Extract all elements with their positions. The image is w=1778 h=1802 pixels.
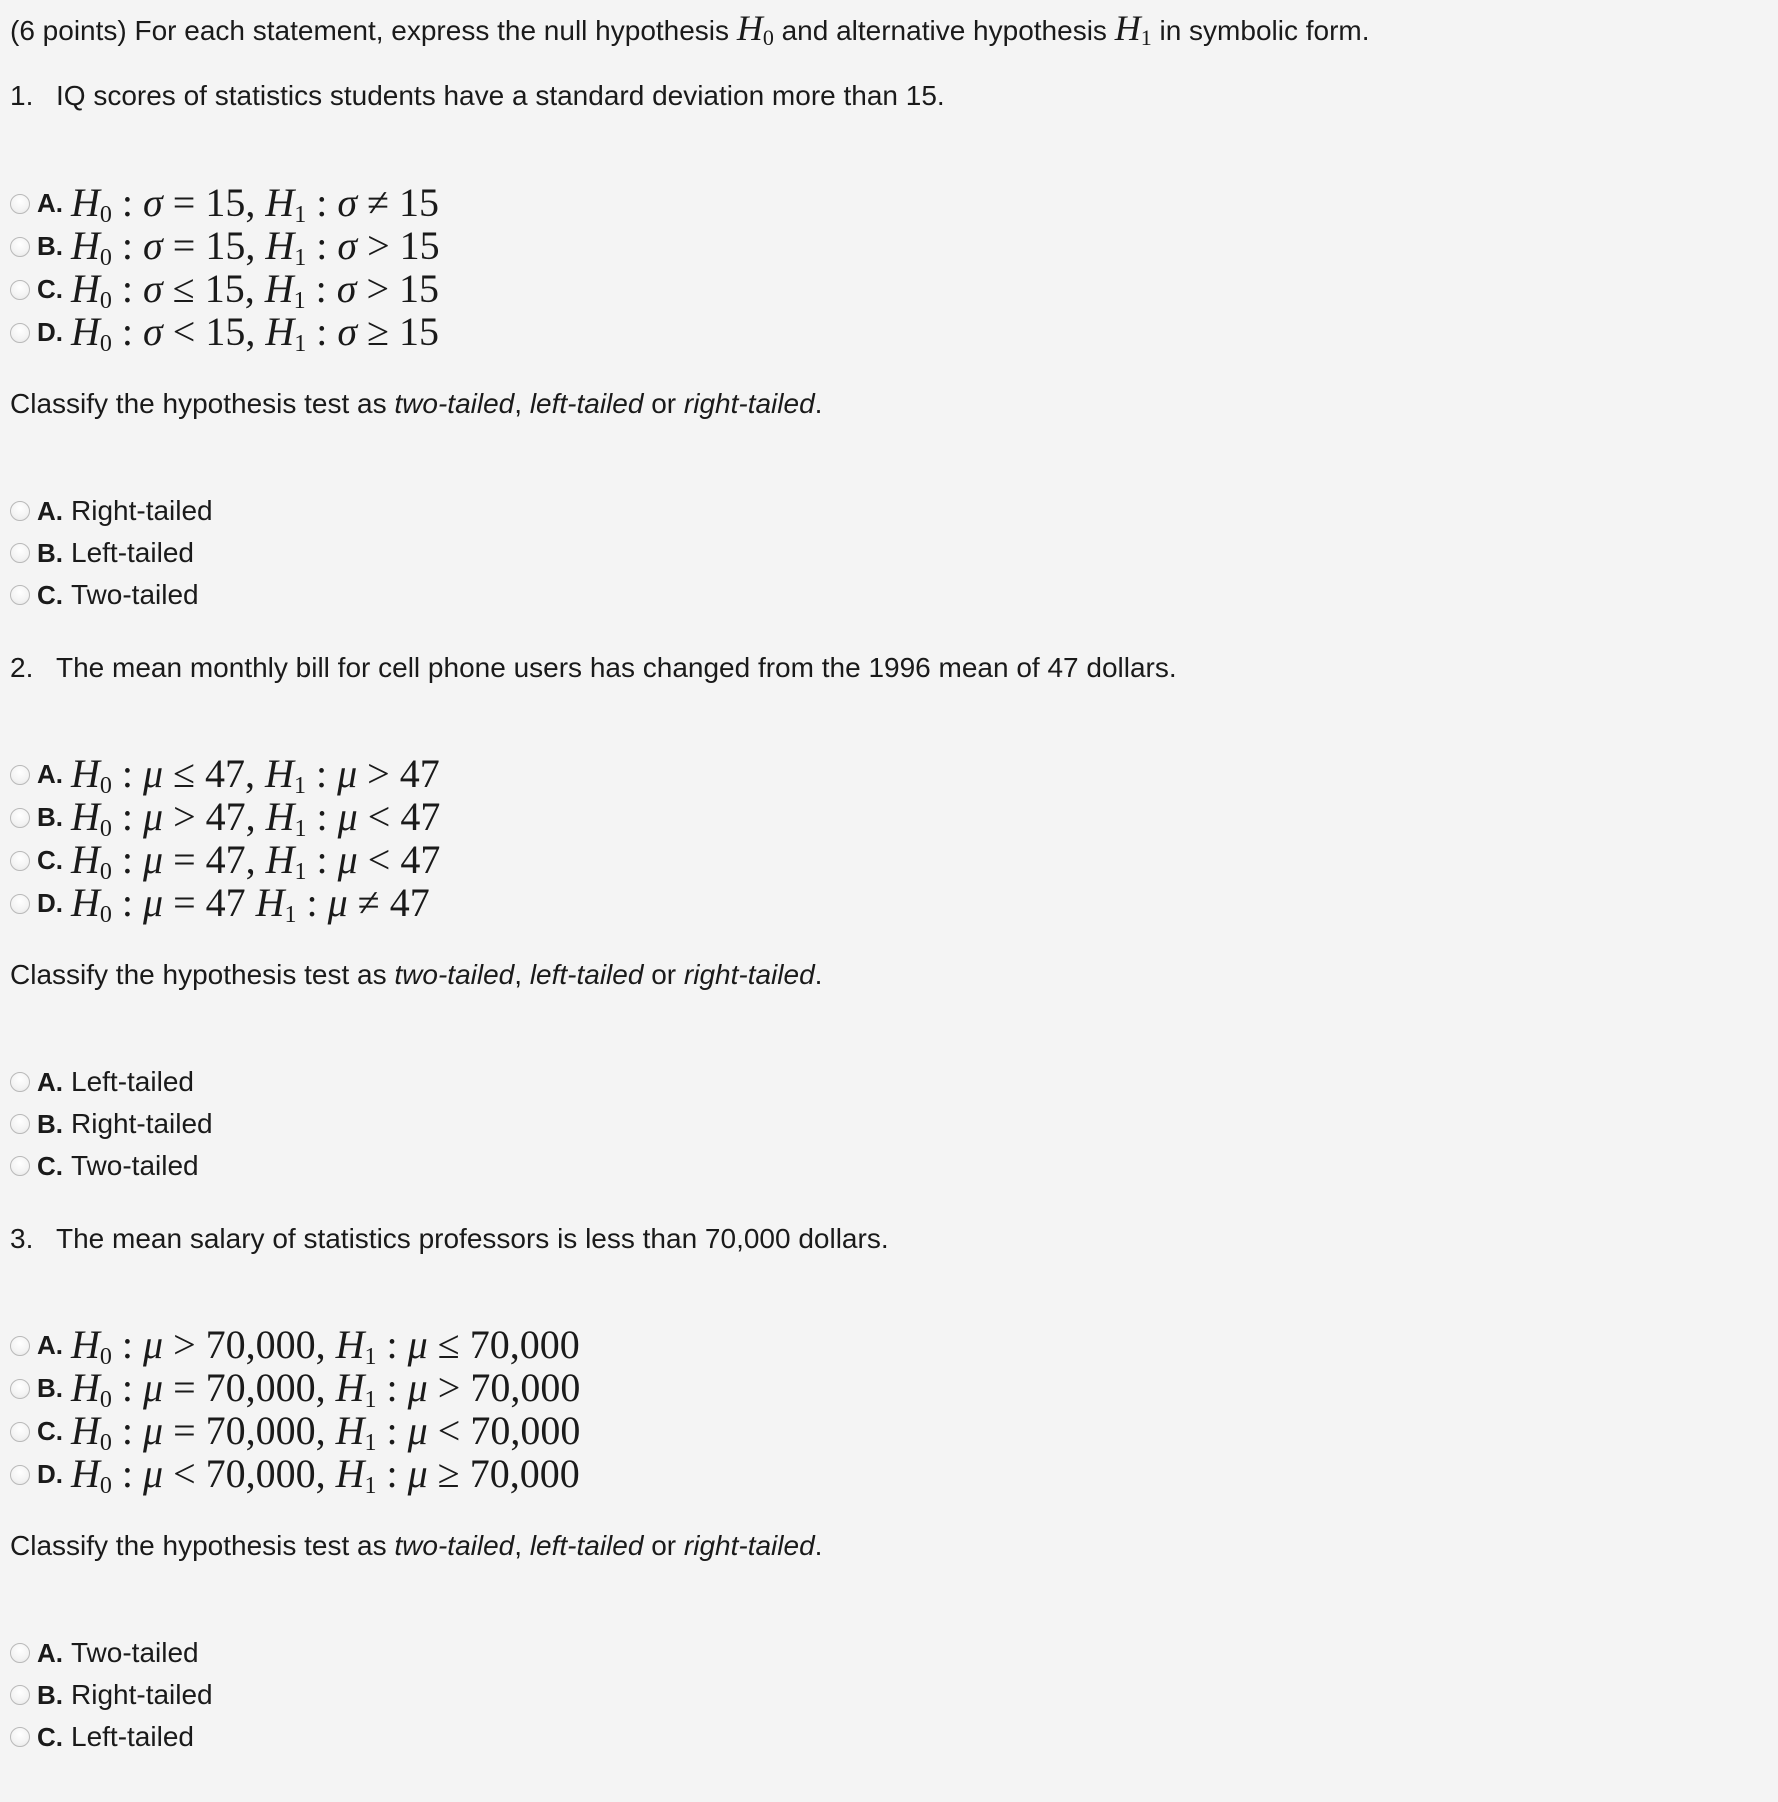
option-letter: B. (37, 1679, 63, 1710)
question-text: The mean monthly bill for cell phone users has changed from the 1996 mean of 47 dollars. (56, 652, 1177, 683)
option-letter: A. (37, 188, 63, 218)
option-letter: B. (37, 537, 63, 568)
question-2-classify-prompt: Classify the hypothesis test as two-tailed, left-tailed or right-tailed. (10, 959, 823, 990)
option-label: Left-tailed (71, 537, 194, 568)
radio-button[interactable] (10, 585, 30, 605)
h0-symbol: $H_0$ (736, 8, 774, 50)
radio-button[interactable] (10, 808, 30, 828)
option-letter: A. (37, 495, 63, 526)
radio-button[interactable] (10, 1685, 30, 1705)
radio-button[interactable] (10, 501, 30, 521)
hypothesis-expression: $H_0$ : μ = 70,000, $H_1$ : μ < 70,000 (71, 1407, 581, 1456)
radio-button[interactable] (10, 1465, 30, 1485)
tail-option[interactable] (10, 532, 213, 574)
option-letter: B. (37, 802, 63, 832)
radio-button[interactable] (10, 280, 30, 300)
question-3-hypothesis-options (10, 1321, 581, 1499)
option-label: Two-tailed (71, 1637, 199, 1668)
hypothesis-expression: $H_0$ : μ = 70,000, $H_1$ : μ > 70,000 (71, 1364, 581, 1413)
tail-option[interactable] (10, 1632, 213, 1674)
header-prefix: (6 points) For each statement, express the null hypothesis (10, 15, 730, 46)
radio-button[interactable] (10, 1422, 30, 1442)
option-letter: B. (37, 1108, 63, 1139)
question-1-tail-options (10, 490, 213, 616)
radio-button[interactable] (10, 894, 30, 914)
tail-option[interactable] (10, 1674, 213, 1716)
radio-button[interactable] (10, 1072, 30, 1092)
option-letter: D. (37, 1459, 63, 1489)
hypothesis-option[interactable] (10, 308, 440, 357)
hypothesis-expression: $H_0$ : μ ≤ 47, $H_1$ : μ > 47 (71, 750, 440, 799)
radio-button[interactable] (10, 237, 30, 257)
radio-button[interactable] (10, 851, 30, 871)
radio-button[interactable] (10, 1156, 30, 1176)
question-2-tail-options (10, 1061, 213, 1187)
hypothesis-option[interactable] (10, 1321, 580, 1370)
hypothesis-option[interactable] (10, 1450, 580, 1499)
tail-option[interactable] (10, 1061, 213, 1103)
radio-button[interactable] (10, 194, 30, 214)
option-letter: D. (37, 317, 63, 347)
tail-option[interactable] (10, 1103, 213, 1145)
hypothesis-expression: $H_0$ : σ ≤ 15, $H_1$ : σ > 15 (71, 265, 440, 314)
tail-option[interactable] (10, 1145, 213, 1187)
problem-header (10, 4, 1370, 62)
question-2-statement (10, 648, 1177, 688)
hypothesis-option[interactable] (10, 1364, 581, 1413)
question-1-hypothesis-options (10, 179, 440, 357)
option-letter: C. (37, 579, 63, 610)
question-number: 2. (10, 652, 34, 683)
hypothesis-expression: $H_0$ : μ > 70,000, $H_1$ : μ ≤ 70,000 (71, 1321, 580, 1370)
radio-button[interactable] (10, 1643, 30, 1663)
hypothesis-expression: $H_0$ : μ = 47, $H_1$ : μ < 47 (71, 836, 441, 885)
hypothesis-expression: $H_0$ : σ < 15, $H_1$ : σ ≥ 15 (71, 308, 440, 357)
question-1-statement (10, 76, 945, 116)
hypothesis-option[interactable] (10, 1407, 581, 1456)
radio-button[interactable] (10, 543, 30, 563)
option-letter: C. (37, 274, 63, 304)
question-2-hypothesis-options (10, 750, 441, 928)
header-suffix: in symbolic form. (1159, 15, 1370, 46)
tail-option[interactable] (10, 490, 213, 532)
hypothesis-option[interactable] (10, 793, 441, 842)
option-letter: A. (37, 1637, 63, 1668)
radio-button[interactable] (10, 765, 30, 785)
question-3-tail-options (10, 1632, 213, 1758)
hypothesis-expression: $H_0$ : σ = 15, $H_1$ : σ > 15 (71, 222, 440, 271)
option-letter: C. (37, 845, 63, 875)
hypothesis-expression: $H_0$ : μ < 70,000, $H_1$ : μ ≥ 70,000 (71, 1450, 580, 1499)
radio-button[interactable] (10, 1114, 30, 1134)
question-text: The mean salary of statistics professors is less than 70,000 dollars. (56, 1223, 889, 1254)
tail-option[interactable] (10, 1716, 213, 1758)
hypothesis-option[interactable] (10, 222, 440, 271)
question-text: IQ scores of statistics students have a standard deviation more than 15. (56, 80, 945, 111)
hypothesis-expression: $H_0$ : σ = 15, $H_1$ : σ ≠ 15 (71, 179, 440, 228)
option-letter: C. (37, 1150, 63, 1181)
radio-button[interactable] (10, 1727, 30, 1747)
option-letter: A. (37, 759, 63, 789)
option-letter: A. (37, 1066, 63, 1097)
option-label: Left-tailed (71, 1066, 194, 1097)
radio-button[interactable] (10, 1379, 30, 1399)
option-label: Left-tailed (71, 1721, 194, 1752)
hypothesis-option[interactable] (10, 750, 440, 799)
option-letter: D. (37, 888, 63, 918)
hypothesis-option[interactable] (10, 879, 440, 928)
hypothesis-expression: $H_0$ : μ = 47 $H_1$ : μ ≠ 47 (71, 879, 430, 928)
option-label: Right-tailed (71, 1679, 213, 1710)
header-middle: and alternative hypothesis (781, 15, 1107, 46)
radio-button[interactable] (10, 323, 30, 343)
question-number: 1. (10, 80, 34, 111)
question-3-statement (10, 1219, 889, 1259)
tail-option[interactable] (10, 574, 213, 616)
hypothesis-option[interactable] (10, 179, 440, 228)
option-letter: B. (37, 231, 63, 261)
question-number: 3. (10, 1223, 34, 1254)
hypothesis-option[interactable] (10, 836, 441, 885)
radio-button[interactable] (10, 1336, 30, 1356)
question-3-classify-prompt: Classify the hypothesis test as two-tailed, left-tailed or right-tailed. (10, 1530, 823, 1561)
option-letter: C. (37, 1721, 63, 1752)
option-label: Right-tailed (71, 1108, 213, 1139)
option-label: Two-tailed (71, 1150, 199, 1181)
hypothesis-option[interactable] (10, 265, 440, 314)
option-letter: B. (37, 1373, 63, 1403)
h1-symbol: $H_1$ (1114, 8, 1152, 50)
question-1-classify-prompt: Classify the hypothesis test as two-tailed, left-tailed or right-tailed. (10, 388, 823, 419)
option-label: Right-tailed (71, 495, 213, 526)
option-label: Two-tailed (71, 579, 199, 610)
hypothesis-expression: $H_0$ : μ > 47, $H_1$ : μ < 47 (71, 793, 441, 842)
option-letter: C. (37, 1416, 63, 1446)
option-letter: A. (37, 1330, 63, 1360)
